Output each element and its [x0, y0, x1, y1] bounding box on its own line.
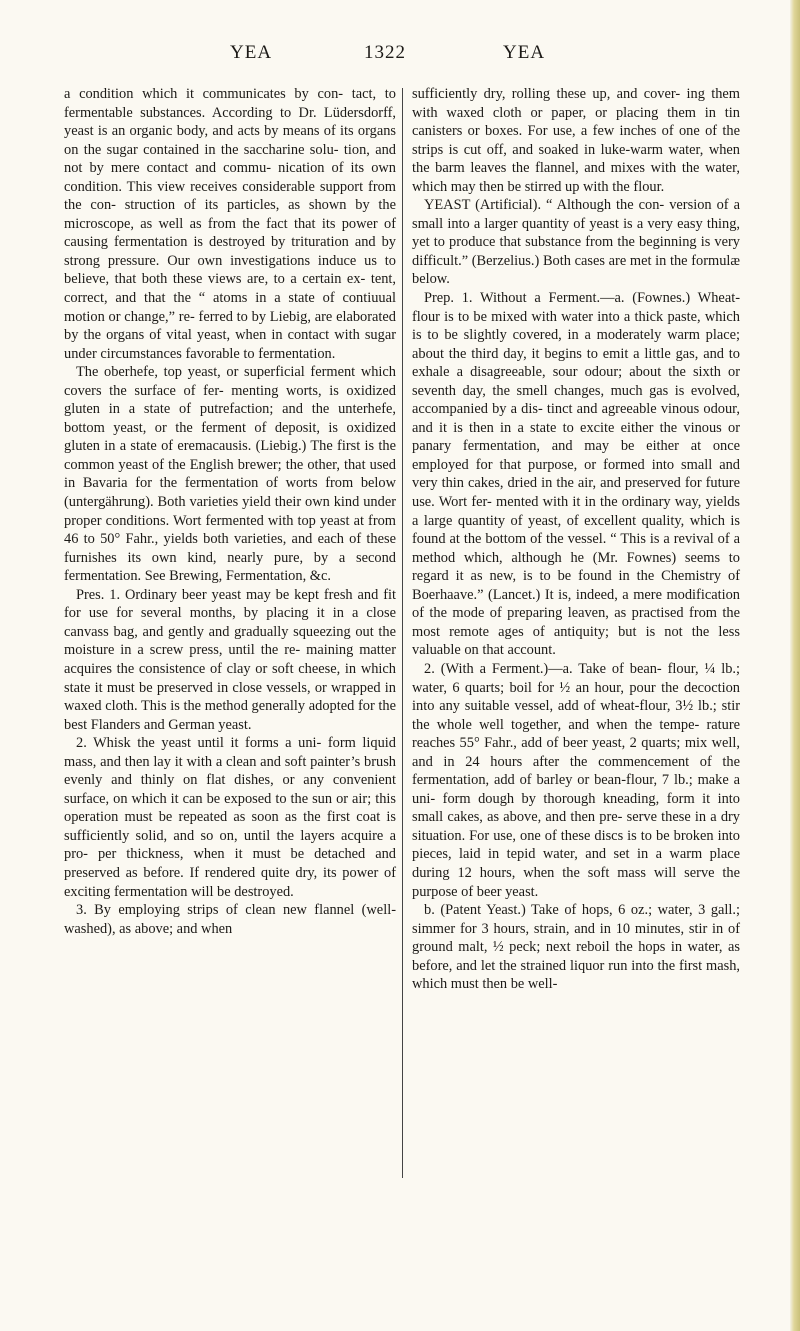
page-number: 1322: [364, 42, 406, 63]
header-right-word: YEA: [503, 42, 546, 63]
paragraph: Pres. 1. Ordinary beer yeast may be kept fresh and fit for use for several months, by placing it in a close canvass bag, and gently and gradually squeezing out the moisture in a screw press, until the re- maining matter acquires the consistence of clay or soft cheese, in which state it must be preserved in close vessels, or wrapped in waxed cloth. This is the method generally adopted for the best Flanders and German yeast.: [64, 586, 396, 733]
paragraph: Prep. 1. Without a Ferment.—a. (Fownes.) Wheat-flour is to be mixed with water into a thick paste, which is to be slightly covered, in a moderately warm place; about the third day, it begins to emit a little gas, and to exhale a disagreeable, sour odour; about the sixth or seventh day, the smell changes, much gas is evolved, accompanied by a dis- tinct and agreeable vinous odour, and it is then in a state to excite either the vinous or panary fermentation, and may be either at once employed for that purpose, or formed into small and very thin cakes, dried in the air, and preserved for future use. Wort fer- mented with it in the ordinary way, yields a large quantity of yeast, of excellent quality, which is found at the bottom of the vessel. “ This is a revival of a method which, although he (Mr. Fownes) seems to regard it as new, is to be found in the Chemistry of Boerhaave.” (Lancet.) It is, indeed, a mere modification of the mode of preparing leaven, as practised from the most remote ages of antiquity; but is not the less valuable on that account.: [412, 290, 740, 659]
paragraph: sufficiently dry, rolling these up, and cover- ing them with waxed cloth or paper, or placing them in tin canisters or boxes. For use, a few inches of one of the strips is cut off, and soaked in luke-warm water, when the barm leaves the flannel, and mixes with the water, which may then be stirred up with the flour.: [412, 86, 740, 195]
left-column: [64, 85, 396, 1305]
paragraph: 2. Whisk the yeast until it forms a uni- form liquid mass, and then lay it with a clean and soft painter’s brush evenly and thinly on flat dishes, or any convenient surface, on which it can be exposed to the sun or air; this operation must be repeated as soon as the first coat is sufficiently solid, and so on, until the layers acquire a pro- per thickness, when it must be detached and preserved as before. If rendered quite dry, its power of exciting fermentation will be destroyed.: [64, 735, 396, 900]
header-left-word: YEA: [230, 42, 273, 63]
right-column: [412, 85, 740, 1305]
paragraph: 3. By employing strips of clean new flannel (well-washed), as above; and when: [64, 902, 396, 937]
page-edge: [790, 0, 800, 1331]
paragraph: a condition which it communicates by con- tact, to fermentable substances. According to Dr. Lüdersdorff, yeast is an organic body, and acts by means of its organs on the sugar contained in the saccharine solu- tion, and not by mere contact and commu- nication of its own condition. This view receives considerable support from the con- struction of its particles, as shown by the microscope, as well as from the fact that its power of causing fermentation is destroyed by trituration and by strong pressure. Our own investigations induce us to believe, that both these views are, to a certain ex- tent, correct, and that the “ atoms in a state of contiuual motion or change,” re- ferred to by Liebig, are elaborated by the organs of vital yeast, when in contact with sugar under circumstances favorable to fermentation.: [64, 86, 396, 362]
paragraph: b. (Patent Yeast.) Take of hops, 6 oz.; water, 3 gall.; simmer for 3 hours, strain, and in 10 minutes, stir in of ground malt, ½ peck; next reboil the hops in water, as before, and let the strained liquor run into the first mash, which must then be well-: [412, 902, 740, 993]
paragraph: YEAST (Artificial). “ Although the con- version of a small into a larger quantity of yeast is a very easy thing, yet to produce that substance from the beginning is very difficult.” (Berzelius.) Both cases are met in the formulæ below.: [412, 197, 740, 288]
paragraph: 2. (With a Ferment.)—a. Take of bean- flour, ¼ lb.; water, 6 quarts; boil for ½ an hour, pour the decoction into any suitable vessel, add of wheat-flour, 3½ lb.; stir the whole well together, and when the tempe- rature reaches 55° Fahr., add of beer yeast, 2 quarts; mix well, and in 24 hours after the commencement of the fermentation, add of barley or bean-flour, 7 lb.; make a uni- form dough by thorough kneading, form it into small cakes, as above, and then pre- serve these in a dry situation. For use, one of these discs is to be broken into pieces, laid in tepid water, and set in a warm place during 12 hours, when the soft mass will serve the purpose of beer yeast.: [412, 660, 740, 900]
column-divider: [402, 88, 403, 1178]
paragraph: The oberhefe, top yeast, or superficial ferment which covers the surface of fer- menting worts, is oxidized gluten in a state of putrefaction; and the unterhefe, bottom yeast, or the ferment of deposit, is oxidized gluten in a state of eremacausis. (Liebig.) The first is the common yeast of the English brewer; the other, that used in Bavaria for the fermentation of worts from below (untergährung). Both varieties yield their own kind under proper conditions. Wort fermented with top yeast at from 46 to 50° Fahr., yields both varieties, and each of these furnishes its own kind, nearly pure, by a second fermentation. See Brewing, Fermentation, &c.: [64, 364, 396, 585]
running-header: [0, 42, 800, 68]
